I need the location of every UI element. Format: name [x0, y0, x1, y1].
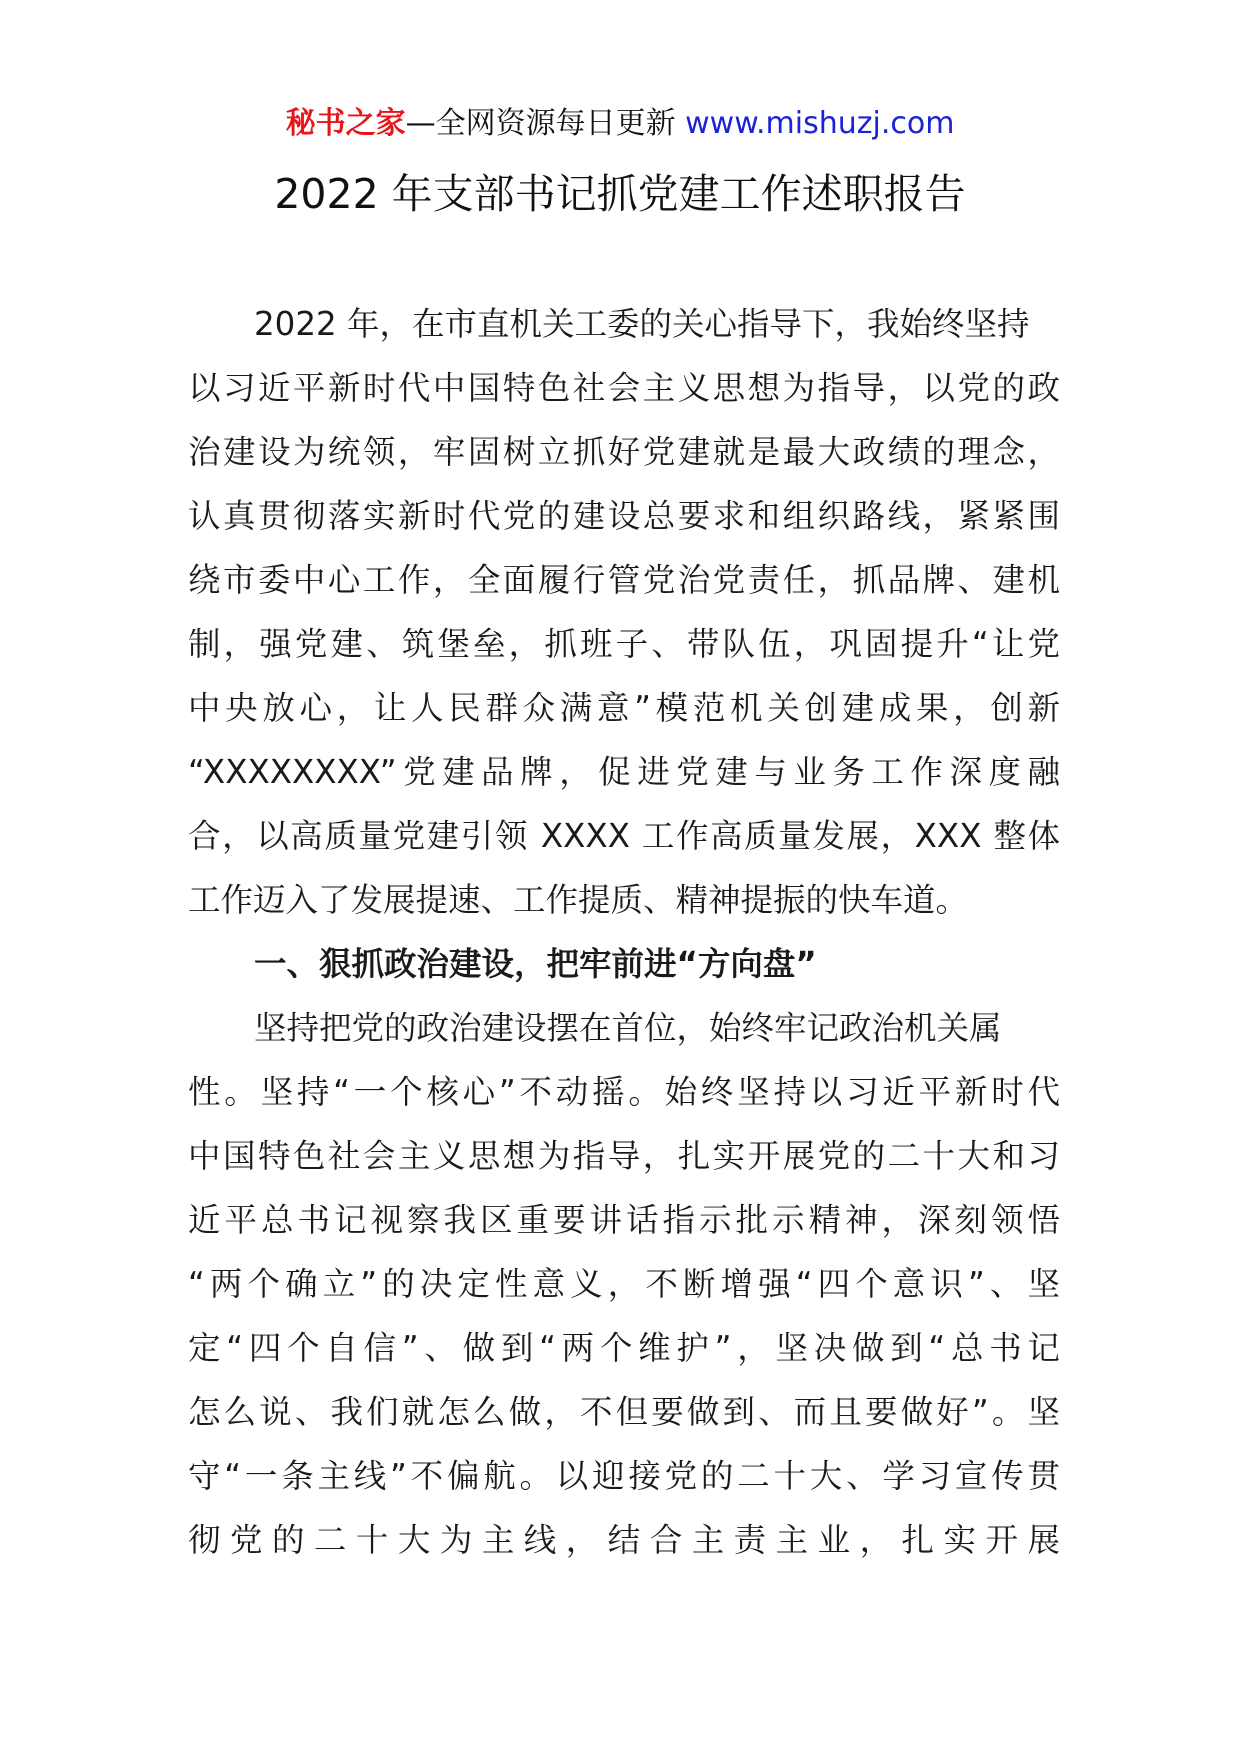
- site-header: [0, 104, 1240, 144]
- paragraph-line: 近平总书记视察我区重要讲话指示批示精神，深刻领悟: [188, 1201, 1060, 1239]
- paragraph-line: “XXXXXXXX”党建品牌，促进党建与业务工作深度融: [188, 753, 1060, 791]
- paragraph-line: 治建设为统领，牢固树立抓好党建就是最大政绩的理念，: [188, 433, 1060, 471]
- paragraph-line: 认真贯彻落实新时代党的建设总要求和组织路线，紧紧围: [188, 497, 1060, 535]
- section-heading: 一、狠抓政治建设，把牢前进“方向盘”: [254, 945, 817, 983]
- paragraph-line: 合，以高质量党建引领 XXXX 工作高质量发展，XXX 整体: [188, 817, 1060, 855]
- paragraph-line: 工作迈入了发展提速、工作提质、精神提振的快车道。: [188, 881, 969, 919]
- paragraph-line: 制，强党建、筑堡垒，抓班子、带队伍，巩固提升“让党: [188, 625, 1060, 663]
- paragraph-line: 定“四个自信”、做到“两个维护”，坚决做到“总书记: [188, 1329, 1060, 1367]
- site-url-link[interactable]: www.mishuzj.com: [685, 106, 955, 141]
- paragraph-line: 中央放心，让人民群众满意”模范机关创建成果，创新: [188, 689, 1060, 727]
- paragraph-line: 性。坚持“一个核心”不动摇。始终坚持以习近平新时代: [188, 1073, 1060, 1111]
- paragraph-line: 彻党的二十大为主线，结合主责主业，扎实开展: [188, 1521, 1060, 1559]
- paragraph-line: “两个确立”的决定性意义，不断增强“四个意识”、坚: [188, 1265, 1060, 1303]
- paragraph-line: 坚持把党的政治建设摆在首位，始终牢记政治机关属: [254, 1009, 1002, 1047]
- paragraph-line: 绕市委中心工作，全面履行管党治党责任，抓品牌、建机: [188, 561, 1060, 599]
- brand-name: 秘书之家: [285, 106, 406, 141]
- document-title: 2022 年支部书记抓党建工作述职报告: [274, 170, 966, 218]
- paragraph-line: 2022 年，在市直机关工委的关心指导下，我始终坚持: [254, 305, 1030, 343]
- paragraph-line: 中国特色社会主义思想为指导，扎实开展党的二十大和习: [188, 1137, 1060, 1175]
- paragraph-line: 以习近平新时代中国特色社会主义思想为指导，以党的政: [188, 369, 1060, 407]
- paragraph-line: 怎么说、我们就怎么做，不但要做到、而且要做好”。坚: [188, 1393, 1060, 1431]
- paragraph-line: 守“一条主线”不偏航。以迎接党的二十大、学习宣传贯: [188, 1457, 1060, 1495]
- document-body: [188, 292, 1060, 1572]
- header-slogan: —全网资源每日更新: [405, 106, 676, 141]
